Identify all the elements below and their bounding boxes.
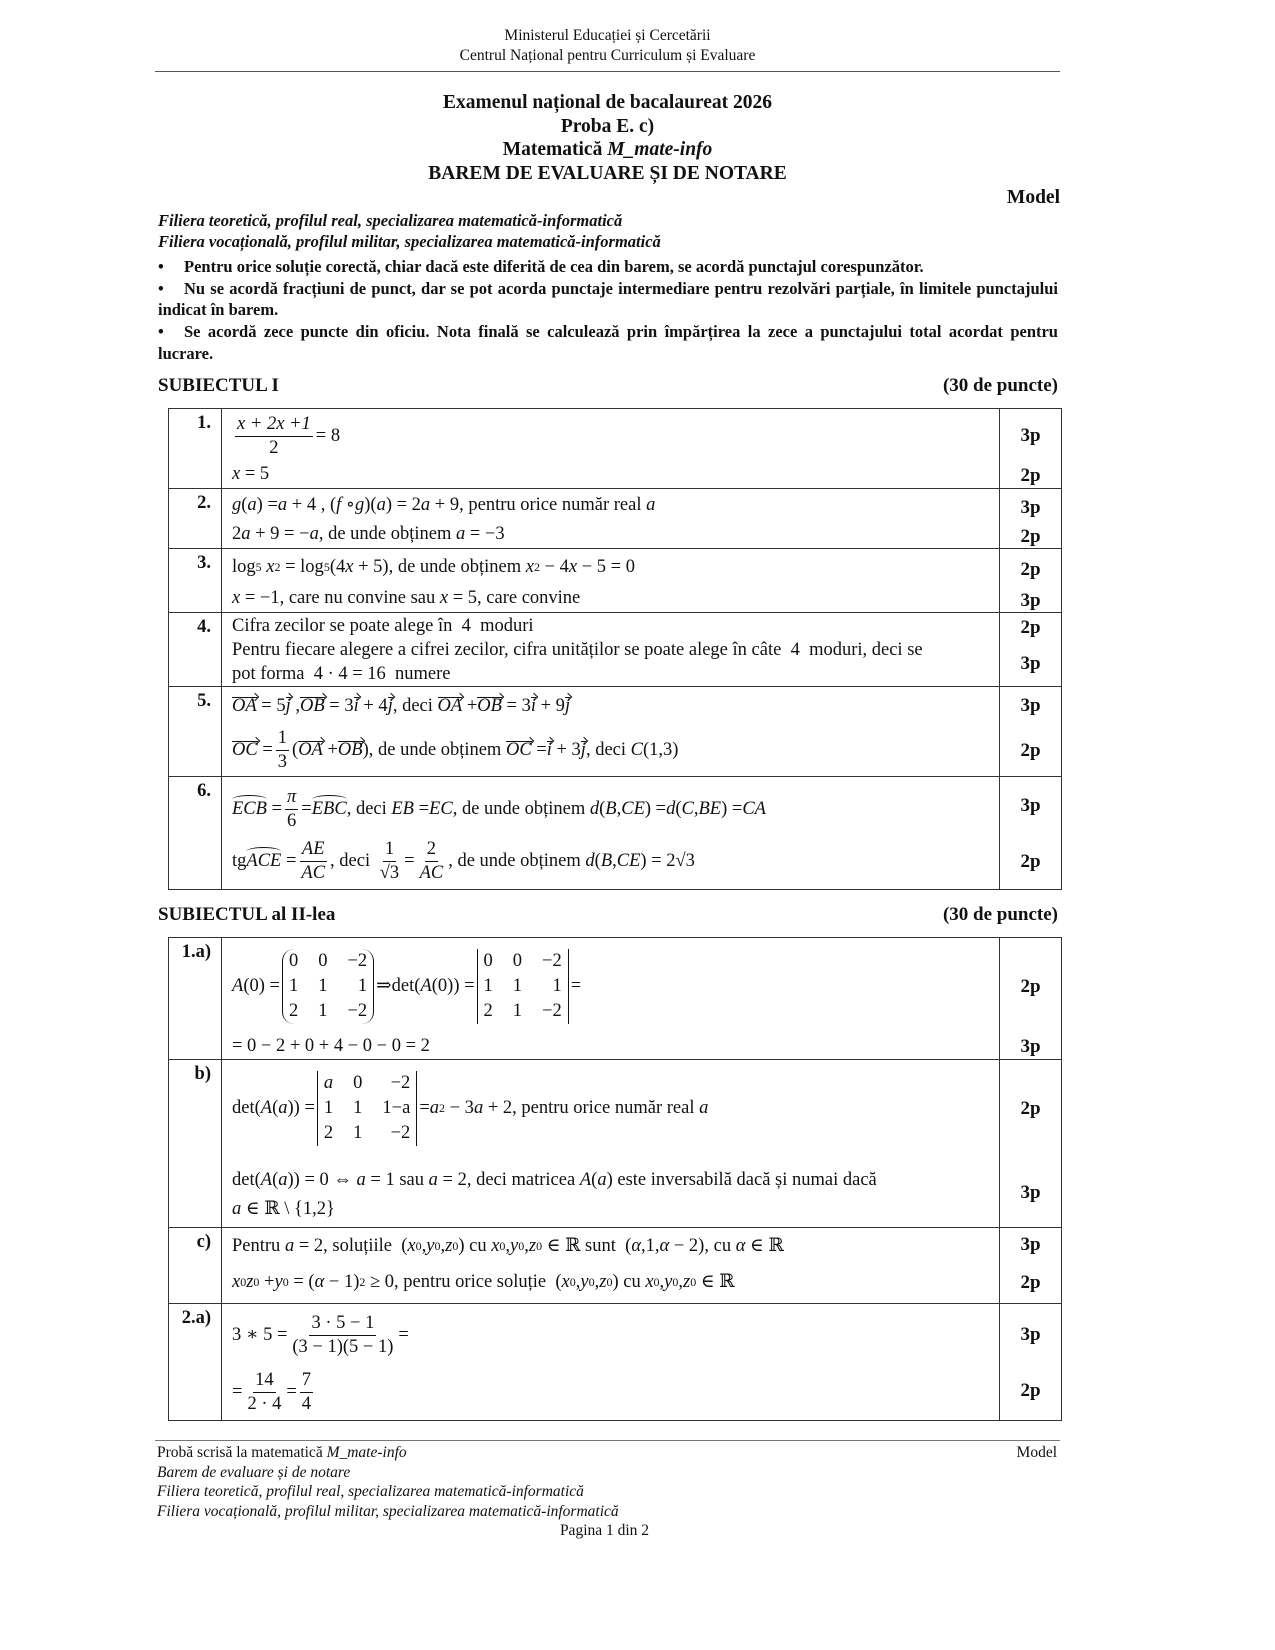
bullet-icon: • xyxy=(158,278,164,298)
solution-line: $\frac{x + 2x +1}{2}$ = 8 xyxy=(237,414,341,458)
solution-line: x 0 z 0 + y 0 = ( α − 1) 2 ≥ 0 , pentru orice soluție ( x 0 , y 0 , z 0 ) cu x 0 , y 0 , z 0 ∈ ℝ xyxy=(232,1271,735,1292)
item-number: 5. xyxy=(169,687,222,777)
item-number: 4. xyxy=(169,613,222,687)
solution-line: pot forma 4 · 4 = 16 numere xyxy=(232,664,451,684)
item-solution xyxy=(222,687,1000,777)
footer-line: Probă scrisă la matematică M_mate-info xyxy=(157,1444,407,1461)
solution-line: x = 5 xyxy=(232,463,270,484)
solution-line: det ( A ( a )) = 0 ⇔ a = 1 sau a = 2 , deci matricea A ( a ) este inversabilă dacă și numai dacă xyxy=(232,1169,877,1190)
item-number: c) xyxy=(169,1228,222,1304)
model-label: Model xyxy=(1006,187,1060,208)
solution-line: log 5 x 2 = log 5 (4 x + 5) , de unde obținem x 2 − 4 x − 5 = 0 xyxy=(232,556,635,577)
item-solution xyxy=(222,613,1000,687)
table-row xyxy=(169,687,1062,777)
item-points: 3p 2p xyxy=(1000,1304,1062,1421)
subiect-2-table xyxy=(168,937,1062,1421)
ministry-name: Ministerul Educației și Cercetării xyxy=(504,27,711,44)
item-number: 2. xyxy=(169,489,222,549)
solution-line: det ( A ( a )) = a 0 −2 1 1 1−a 2 1 −2 = a 2 − 3 a + 2 , pentru orice număr real a xyxy=(232,1060,989,1156)
item-solution xyxy=(222,1060,1000,1228)
solution-line: Pentru a = 2 , soluțiile ( x 0 , y 0 , z 0 ) cu x 0 , y 0 , z 0 ∈ ℝ sunt ( α ,1, α − 2) , cu α ∈ ℝ xyxy=(232,1235,784,1256)
filiera-line: Filiera teoretică, profilul real, specializarea matematică-informatică xyxy=(158,211,623,230)
solution-line: a ∈ ℝ \ {1,2} xyxy=(232,1198,335,1219)
solution-line: Cifra zecilor se poate alege în 4 moduri xyxy=(232,616,534,636)
solution-line: A (0) = 0 0 −2 1 1 1 2 1 −2 ⇒ det ( A (0)) = 0 0 −2 1 1 1 2 1 −2 = xyxy=(232,938,989,1034)
solution-line: OC = $\frac{1}{3}$ ( OA + OB ) , de unde obținem OC = i + 3 j , deci C (1,3) xyxy=(232,728,679,772)
table-row xyxy=(169,549,1062,613)
item-solution xyxy=(222,409,1000,489)
table-row xyxy=(169,409,1062,489)
item-solution xyxy=(222,489,1000,549)
table-row xyxy=(169,613,1062,687)
table-row xyxy=(169,938,1062,1060)
determinant-Aa: a 0 −2 1 1 1−a 2 1 −2 xyxy=(317,1071,417,1146)
page-footer xyxy=(157,1443,1057,1541)
item-points: 2p 3p xyxy=(1000,938,1062,1060)
item-points: 3p 2p xyxy=(1000,489,1062,549)
footer-model: Model xyxy=(1016,1444,1057,1461)
section-points: (30 de puncte) xyxy=(942,904,1058,925)
center-name: Centrul Național pentru Curriculum și Evaluare xyxy=(459,47,756,64)
item-number: 2.a) xyxy=(169,1304,222,1421)
table-row xyxy=(169,1304,1062,1421)
determinant-A0: 0 0 −2 1 1 1 2 1 −2 xyxy=(477,949,569,1024)
table-row xyxy=(169,1060,1062,1228)
solution-line: 3 ∗ 5 = $\frac{3 \cdot 5 - 1}{(3 - 1)(5 - 1)}$ = xyxy=(232,1313,409,1357)
footer-divider xyxy=(155,1440,1060,1441)
exam-title: Examenul național de bacalaureat 2026 xyxy=(443,92,772,113)
item-solution xyxy=(222,549,1000,613)
header-divider xyxy=(155,71,1060,72)
bullet-icon: • xyxy=(158,322,164,342)
item-points: 3p 2p xyxy=(1000,1228,1062,1304)
solution-line: = $\frac{14}{2 \cdot 4}$ = $\frac{7}{4}$ xyxy=(232,1370,312,1414)
footer-line: Filiera vocațională, profilul militar, specializarea matematică-informatică xyxy=(157,1502,619,1520)
solution-line: = 0 − 2 + 0 + 4 − 0 − 0 = 2 xyxy=(232,1035,430,1056)
solution-line: x = −1 , care nu convine sau x = 5 , care convine xyxy=(232,587,581,608)
solution-line: OA = 5 j , OB = 3 i + 4 j , deci OA + OB = 3 i + 9 j xyxy=(232,695,571,716)
item-solution xyxy=(222,1228,1000,1304)
proba-title: Proba E. c) xyxy=(560,115,655,137)
table-row xyxy=(169,1228,1062,1304)
matrix-A0: 0 0 −2 1 1 1 2 1 −2 xyxy=(282,949,374,1024)
item-points: 2p 3p xyxy=(1000,549,1062,613)
table-row xyxy=(169,777,1062,890)
rule-item: • Nu se acordă fracțiuni de punct, dar se pot acorda punctaje intermediare pentru rezolvări parțiale, în limitele punctajului indicat în barem. xyxy=(158,278,1058,320)
solution-line: tg ACE = $\frac{AE}{AC}$ , deci $\frac{1}{√3}$ = $\frac{2}{AC}$ , de unde obținem d ( B , CE ) = 2√3 xyxy=(232,839,695,883)
section-points: (30 de puncte) xyxy=(942,375,1058,396)
filiera-line: Filiera vocațională, profilul militar, specializarea matematică-informatică xyxy=(158,232,661,251)
item-number: 1. xyxy=(169,409,222,489)
footer-line: Filiera teoretică, profilul real, specializarea matematică-informatică xyxy=(157,1483,584,1500)
item-number: 3. xyxy=(169,549,222,613)
general-rules xyxy=(158,256,1058,365)
bullet-icon: • xyxy=(158,257,164,276)
item-points: 2p 3p xyxy=(1000,613,1062,687)
solution-line: 2 a + 9 = − a , de unde obținem a = −3 xyxy=(232,523,505,544)
page-header xyxy=(155,26,1060,66)
item-number: b) xyxy=(169,1060,222,1228)
solution-line: g ( a ) = a + 4 , ( f ∘ g )( a ) = 2 a + 9 , pentru orice număr real a xyxy=(232,494,656,515)
barem-title: BAREM DE EVALUARE ȘI DE NOTARE xyxy=(428,162,787,184)
footer-line: Barem de evaluare și de notare xyxy=(157,1463,351,1481)
filiera-block xyxy=(158,210,661,252)
item-solution xyxy=(222,1304,1000,1421)
rule-item: • Se acordă zece puncte din oficiu. Nota finală se calculează prin împărțirea la zece a punctajului total acordat pentru lucrare. xyxy=(158,322,1058,363)
item-number: 6. xyxy=(169,777,222,890)
solution-line: Pentru fiecare alegere a cifrei zecilor, cifra unităților se poate alege în câte 4 moduri, deci se xyxy=(232,640,923,660)
table-row xyxy=(169,489,1062,549)
item-points: 3p 2p xyxy=(1000,687,1062,777)
item-points: 2p 3p xyxy=(1000,1060,1062,1228)
section-title-subiect-1: SUBIECTUL I (30 de puncte) xyxy=(158,375,1058,396)
solution-line: ECB = $\frac{\pi}{6}$ = EBC , deci EB = EC , de unde obținem d ( B , CE ) = d ( C , BE ) = CA xyxy=(232,787,766,831)
rule-item: • Pentru orice soluție corectă, chiar dacă este diferită de cea din barem, se acordă punctajul corespunzător. xyxy=(158,257,924,276)
section-title-subiect-2: SUBIECTUL al II-lea (30 de puncte) xyxy=(158,904,1058,925)
page-number: Pagina 1 din 2 xyxy=(559,1522,650,1539)
item-points: 3p 2p xyxy=(1000,777,1062,890)
subiect-1-table xyxy=(168,408,1062,890)
item-points: 3p 2p xyxy=(1000,409,1062,489)
item-solution xyxy=(222,777,1000,890)
document-title xyxy=(155,91,1060,185)
subject-title: Matematică M_mate-info xyxy=(502,139,713,160)
item-number: 1.a) xyxy=(169,938,222,1060)
item-solution xyxy=(222,938,1000,1060)
